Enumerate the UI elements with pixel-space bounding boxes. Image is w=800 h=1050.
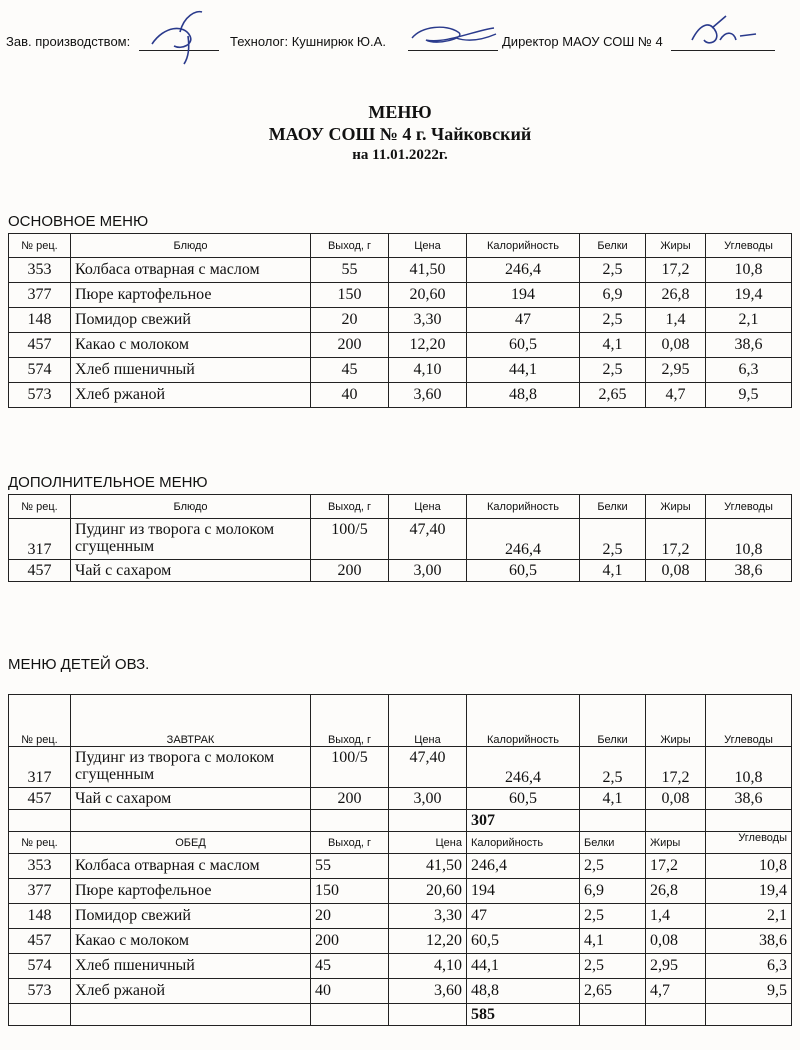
dish-name: Хлеб пшеничный	[71, 954, 311, 979]
weight: 150	[311, 283, 389, 308]
table-row	[9, 879, 792, 904]
lunch-total: 585	[467, 1004, 580, 1026]
col-header-fat: Жиры	[646, 495, 706, 519]
recipe-number: 148	[9, 904, 71, 929]
empty-cell	[646, 1004, 706, 1026]
recipe-number: 573	[9, 979, 71, 1004]
dish-name: Пудинг из творога с молоком сгущенным	[71, 747, 311, 788]
calories: 48,8	[467, 383, 580, 408]
dish-name: Хлеб пшеничный	[71, 358, 311, 383]
weight: 55	[311, 854, 389, 879]
weight: 45	[311, 954, 389, 979]
price: 4,10	[389, 358, 467, 383]
extra-menu-title: ДОПОЛНИТЕЛЬНОЕ МЕНЮ	[8, 474, 208, 491]
empty-cell	[706, 1004, 792, 1026]
dish-name: Помидор свежий	[71, 308, 311, 333]
empty-cell	[9, 1004, 71, 1026]
table-row	[9, 333, 792, 358]
col-header-recipe: № рец.	[9, 495, 71, 519]
fat: 0,08	[646, 788, 706, 810]
fat: 1,4	[646, 308, 706, 333]
carbs: 2,1	[706, 904, 792, 929]
fat: 0,08	[646, 560, 706, 582]
col-header-fat: Жиры	[646, 234, 706, 258]
fat: 0,08	[646, 929, 706, 954]
dish-name: Хлеб ржаной	[71, 979, 311, 1004]
recipe-number: 317	[9, 519, 71, 560]
recipe-number: 148	[9, 308, 71, 333]
breakfast-total: 307	[467, 810, 580, 832]
technologist-label: Технолог: Кушнирюк Ю.А.	[230, 34, 386, 49]
weight: 40	[311, 383, 389, 408]
carbs: 38,6	[706, 788, 792, 810]
carbs: 38,6	[706, 333, 792, 358]
weight: 200	[311, 788, 389, 810]
carbs: 19,4	[706, 879, 792, 904]
price: 3,30	[389, 904, 467, 929]
weight: 45	[311, 358, 389, 383]
total-row	[9, 1004, 792, 1026]
col-header-carbs: Углеводы	[706, 695, 792, 747]
empty-cell	[9, 810, 71, 832]
main-menu-header-row	[9, 234, 792, 258]
fat: 26,8	[646, 879, 706, 904]
carbs: 38,6	[706, 560, 792, 582]
calories: 47	[467, 904, 580, 929]
col-header-protein: Белки	[580, 234, 646, 258]
school-title: МАОУ СОШ № 4 г. Чайковский	[268, 124, 532, 144]
price: 47,40	[389, 519, 467, 560]
extra-menu-table	[8, 494, 792, 582]
dish-name: Хлеб ржаной	[71, 383, 311, 408]
protein: 2,5	[580, 308, 646, 333]
carbs: 6,3	[706, 954, 792, 979]
col-header-protein: Белки	[580, 695, 646, 747]
dish-name: Чай с сахаром	[71, 788, 311, 810]
dish-name: Какао с молоком	[71, 333, 311, 358]
calories: 246,4	[467, 258, 580, 283]
table-row	[9, 854, 792, 879]
col-header-calories: Калорийность	[467, 234, 580, 258]
fat: 17,2	[646, 854, 706, 879]
col-header-price: Цена	[389, 832, 467, 854]
fat: 4,7	[646, 383, 706, 408]
calories: 194	[467, 879, 580, 904]
dish-name: Чай с сахаром	[71, 560, 311, 582]
price: 3,00	[389, 788, 467, 810]
breakfast-header-row	[9, 695, 792, 747]
lunch-header-row	[9, 832, 792, 854]
protein: 4,1	[580, 788, 646, 810]
col-header-calories: Калорийность	[467, 495, 580, 519]
dish-name: Колбаса отварная с маслом	[71, 258, 311, 283]
carbs: 9,5	[706, 979, 792, 1004]
col-header-recipe: № рец.	[9, 234, 71, 258]
table-row	[9, 383, 792, 408]
protein: 2,5	[580, 747, 646, 788]
recipe-number: 457	[9, 560, 71, 582]
recipe-number: 377	[9, 879, 71, 904]
page-title: МЕНЮ	[368, 102, 432, 122]
carbs: 10,8	[706, 258, 792, 283]
col-header-weight: Выход, г	[311, 495, 389, 519]
table-row	[9, 929, 792, 954]
empty-cell	[389, 810, 467, 832]
table-row	[9, 904, 792, 929]
protein: 4,1	[580, 929, 646, 954]
col-header-dish: Блюдо	[71, 234, 311, 258]
protein: 2,5	[580, 904, 646, 929]
col-header-carbs: Углеводы	[706, 495, 792, 519]
carbs: 10,8	[706, 747, 792, 788]
col-header-carbs: Углеводы	[706, 832, 792, 854]
col-header-price: Цена	[389, 495, 467, 519]
breakfast-label: ЗАВТРАК	[71, 695, 311, 747]
calories: 194	[467, 283, 580, 308]
calories: 60,5	[467, 333, 580, 358]
price: 3,30	[389, 308, 467, 333]
recipe-number: 317	[9, 747, 71, 788]
dish-name: Пудинг из творога с молоком сгущенным	[71, 519, 311, 560]
fat: 17,2	[646, 258, 706, 283]
price: 41,50	[389, 258, 467, 283]
empty-cell	[311, 810, 389, 832]
table-row	[9, 519, 792, 560]
table-row	[9, 560, 792, 582]
recipe-number: 457	[9, 333, 71, 358]
weight: 200	[311, 560, 389, 582]
protein: 4,1	[580, 333, 646, 358]
main-menu-title: ОСНОВНОЕ МЕНЮ	[8, 213, 149, 230]
empty-cell	[311, 1004, 389, 1026]
fat: 0,08	[646, 333, 706, 358]
price: 12,20	[389, 333, 467, 358]
weight: 20	[311, 308, 389, 333]
production-manager-label: Зав. производством:	[6, 34, 131, 49]
fat: 4,7	[646, 979, 706, 1004]
protein: 4,1	[580, 560, 646, 582]
price: 47,40	[389, 747, 467, 788]
fat: 1,4	[646, 904, 706, 929]
recipe-number: 573	[9, 383, 71, 408]
col-header-calories: Калорийность	[467, 832, 580, 854]
empty-cell	[646, 810, 706, 832]
lunch-label: ОБЕД	[71, 832, 311, 854]
recipe-number: 377	[9, 283, 71, 308]
handwritten-signature-production	[144, 6, 214, 66]
carbs: 2,1	[706, 308, 792, 333]
protein: 6,9	[580, 879, 646, 904]
col-header-recipe: № рец.	[9, 695, 71, 747]
weight: 200	[311, 333, 389, 358]
col-header-carbs: Углеводы	[706, 234, 792, 258]
weight: 55	[311, 258, 389, 283]
empty-cell	[580, 810, 646, 832]
menu-date: на 11.01.2022г.	[352, 147, 448, 163]
recipe-number: 457	[9, 929, 71, 954]
handwritten-signature-technologist	[406, 18, 501, 52]
table-row	[9, 283, 792, 308]
protein: 6,9	[580, 283, 646, 308]
handwritten-signature-director	[686, 10, 766, 54]
carbs: 19,4	[706, 283, 792, 308]
protein: 2,5	[580, 358, 646, 383]
weight: 150	[311, 879, 389, 904]
total-row	[9, 810, 792, 832]
weight: 100/5	[311, 747, 389, 788]
col-header-protein: Белки	[580, 495, 646, 519]
ovz-menu-table	[8, 694, 792, 1026]
calories: 44,1	[467, 954, 580, 979]
weight: 40	[311, 979, 389, 1004]
table-row	[9, 258, 792, 283]
col-header-price: Цена	[389, 234, 467, 258]
calories: 60,5	[467, 788, 580, 810]
empty-cell	[389, 1004, 467, 1026]
empty-cell	[71, 810, 311, 832]
col-header-fat: Жиры	[646, 695, 706, 747]
empty-cell	[71, 1004, 311, 1026]
protein: 2,65	[580, 383, 646, 408]
protein: 2,5	[580, 519, 646, 560]
table-row	[9, 358, 792, 383]
calories: 44,1	[467, 358, 580, 383]
carbs: 10,8	[706, 519, 792, 560]
price: 41,50	[389, 854, 467, 879]
price: 3,60	[389, 383, 467, 408]
col-header-dish: Блюдо	[71, 495, 311, 519]
price: 3,60	[389, 979, 467, 1004]
fat: 26,8	[646, 283, 706, 308]
empty-cell	[706, 810, 792, 832]
weight: 100/5	[311, 519, 389, 560]
calories: 47	[467, 308, 580, 333]
protein: 2,5	[580, 954, 646, 979]
col-header-protein: Белки	[580, 832, 646, 854]
col-header-recipe: № рец.	[9, 832, 71, 854]
col-header-weight: Выход, г	[311, 695, 389, 747]
price: 3,00	[389, 560, 467, 582]
price: 20,60	[389, 283, 467, 308]
calories: 48,8	[467, 979, 580, 1004]
recipe-number: 574	[9, 358, 71, 383]
calories: 246,4	[467, 519, 580, 560]
table-row	[9, 747, 792, 788]
protein: 2,5	[580, 258, 646, 283]
signature-line	[6, 4, 792, 50]
recipe-number: 353	[9, 854, 71, 879]
carbs: 9,5	[706, 383, 792, 408]
dish-name: Пюре картофельное	[71, 879, 311, 904]
carbs: 10,8	[706, 854, 792, 879]
main-menu-table	[8, 233, 792, 408]
weight: 200	[311, 929, 389, 954]
calories: 246,4	[467, 747, 580, 788]
calories: 60,5	[467, 560, 580, 582]
carbs: 38,6	[706, 929, 792, 954]
recipe-number: 457	[9, 788, 71, 810]
carbs: 6,3	[706, 358, 792, 383]
col-header-weight: Выход, г	[311, 832, 389, 854]
table-row	[9, 954, 792, 979]
protein: 2,5	[580, 854, 646, 879]
dish-name: Пюре картофельное	[71, 283, 311, 308]
fat: 2,95	[646, 358, 706, 383]
table-row	[9, 308, 792, 333]
calories: 246,4	[467, 854, 580, 879]
dish-name: Колбаса отварная с маслом	[71, 854, 311, 879]
fat: 2,95	[646, 954, 706, 979]
ovz-menu-title: МЕНЮ ДЕТЕЙ ОВЗ.	[8, 656, 150, 673]
weight: 20	[311, 904, 389, 929]
dish-name: Помидор свежий	[71, 904, 311, 929]
extra-menu-header-row	[9, 495, 792, 519]
col-header-fat: Жиры	[646, 832, 706, 854]
table-row	[9, 979, 792, 1004]
price: 20,60	[389, 879, 467, 904]
recipe-number: 574	[9, 954, 71, 979]
calories: 60,5	[467, 929, 580, 954]
price: 4,10	[389, 954, 467, 979]
protein: 2,65	[580, 979, 646, 1004]
price: 12,20	[389, 929, 467, 954]
empty-cell	[580, 1004, 646, 1026]
col-header-price: Цена	[389, 695, 467, 747]
table-row	[9, 788, 792, 810]
col-header-weight: Выход, г	[311, 234, 389, 258]
dish-name: Какао с молоком	[71, 929, 311, 954]
fat: 17,2	[646, 519, 706, 560]
recipe-number: 353	[9, 258, 71, 283]
fat: 17,2	[646, 747, 706, 788]
director-label: Директор МАОУ СОШ № 4	[502, 34, 663, 49]
col-header-calories: Калорийность	[467, 695, 580, 747]
